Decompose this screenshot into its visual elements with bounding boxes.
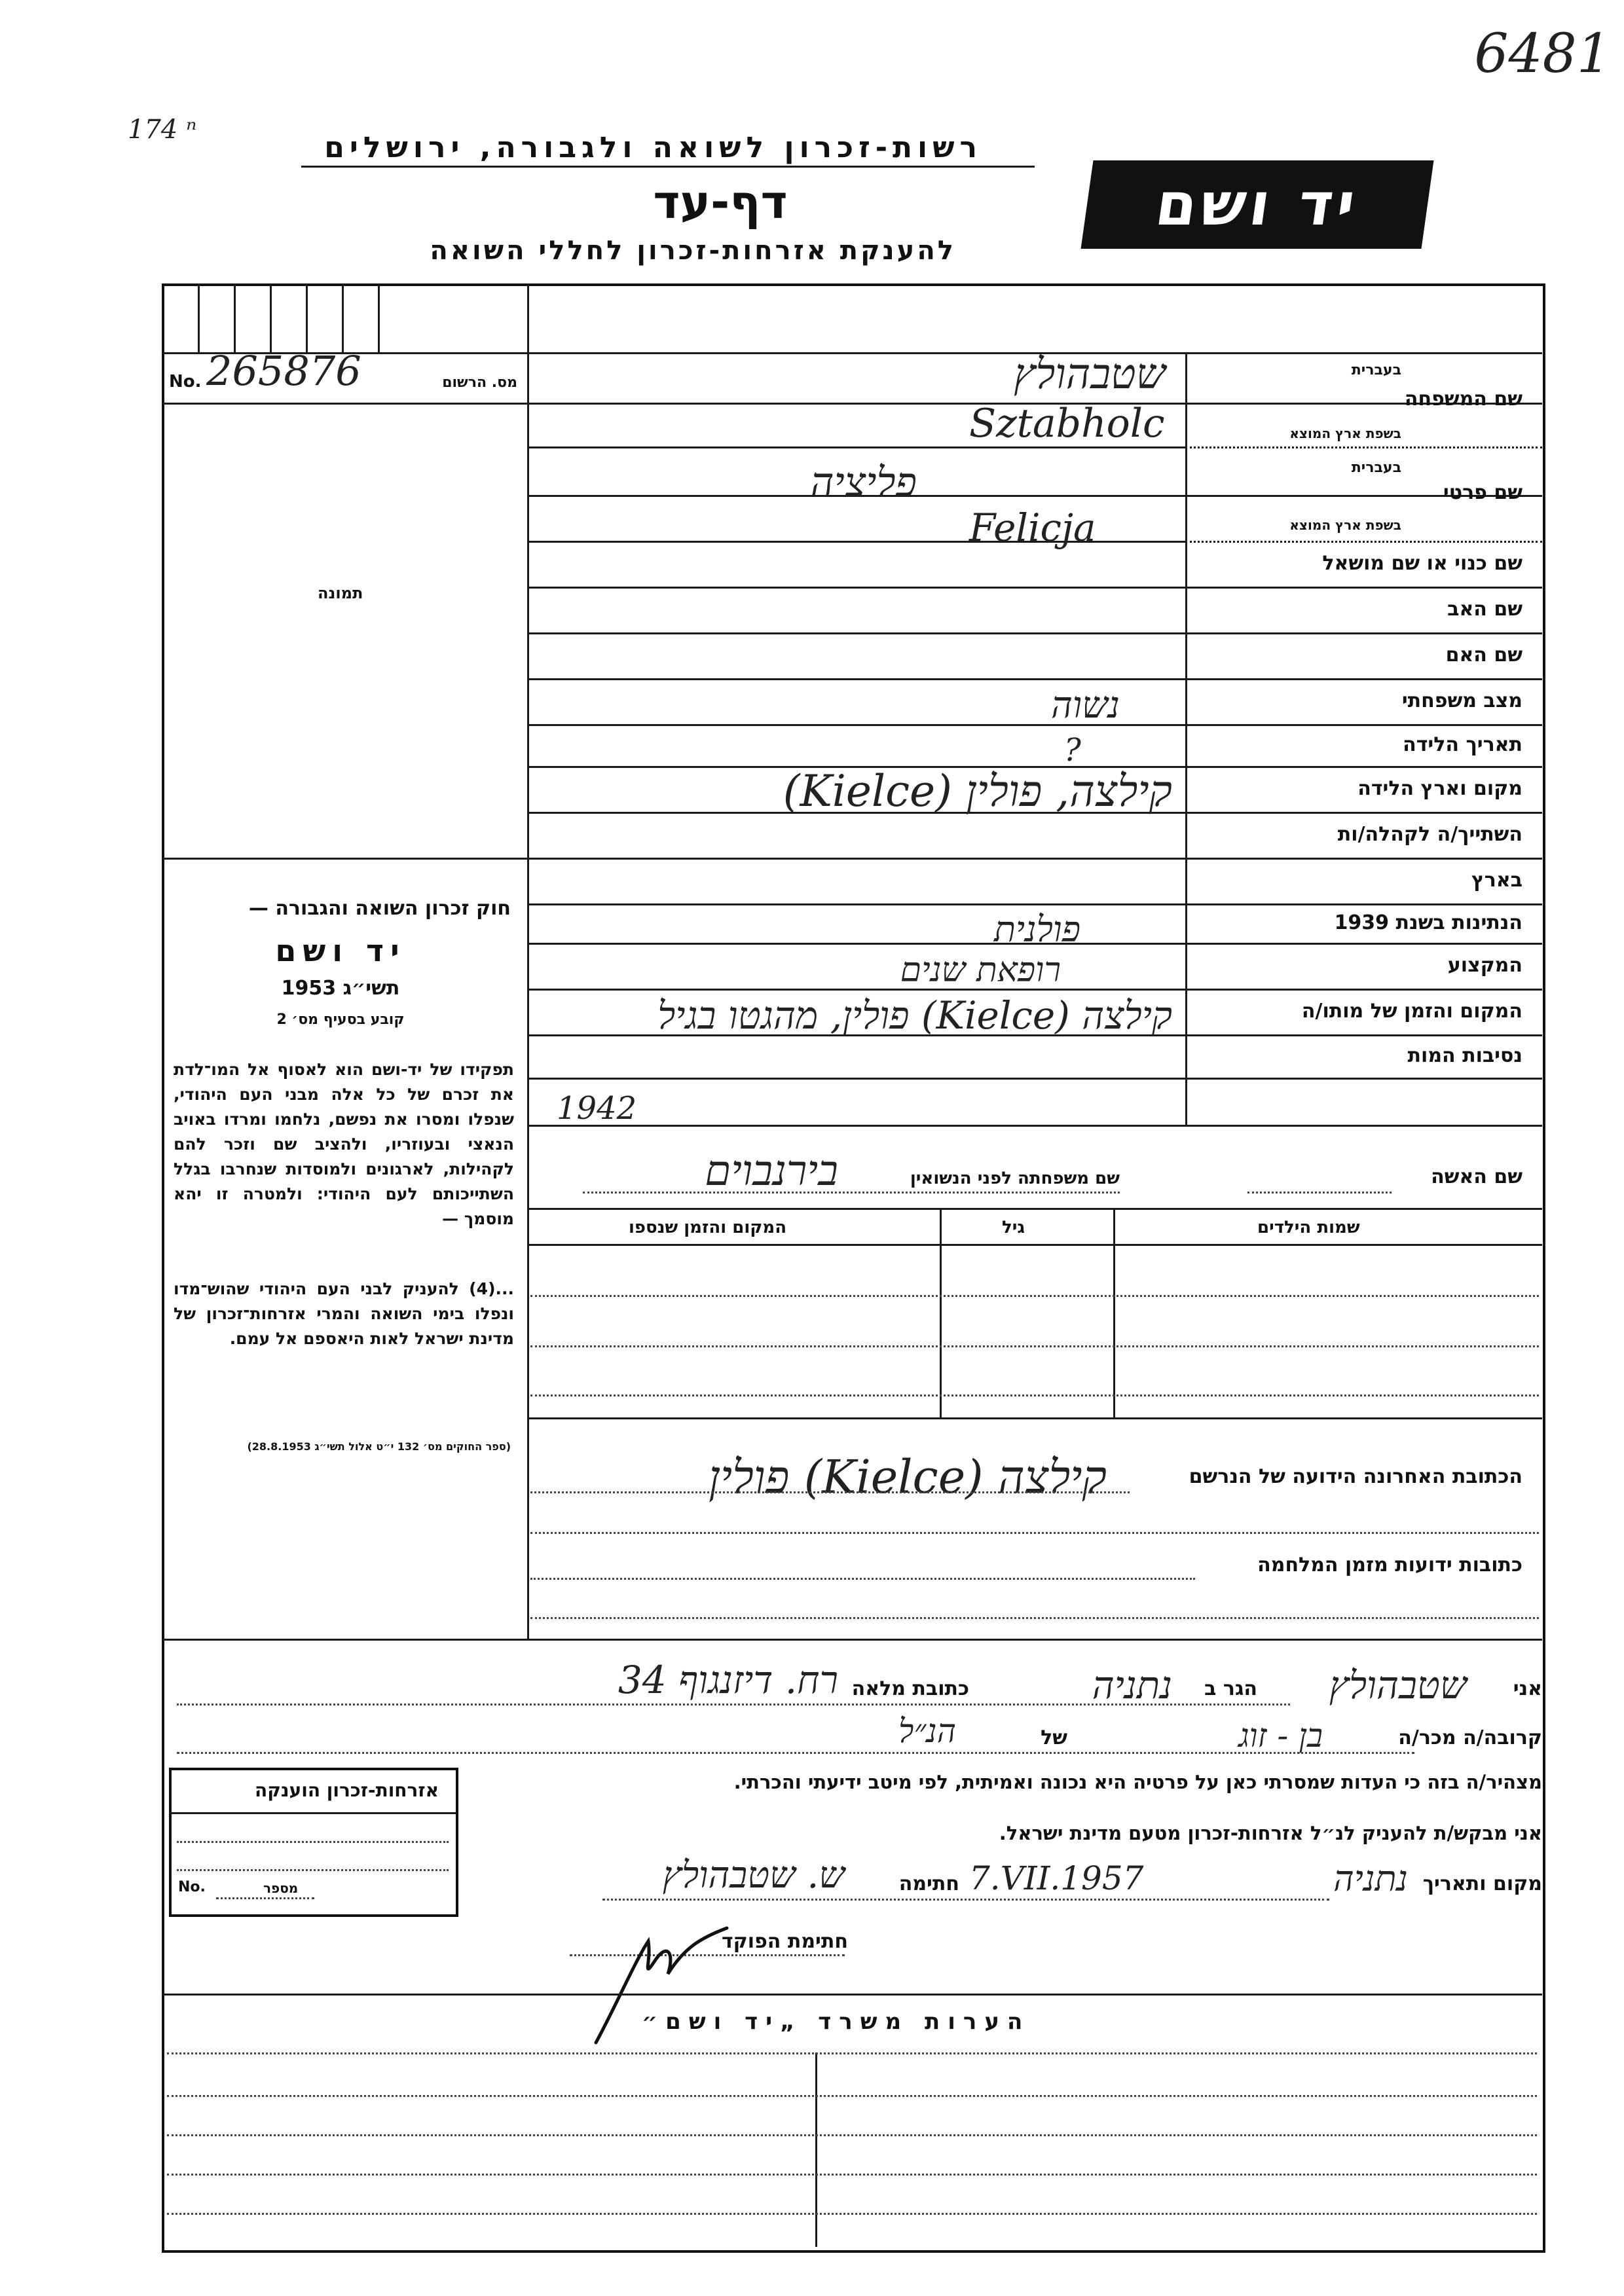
first-name-hebrew-value: פליציה: [810, 458, 917, 506]
family-name-hebrew-value: שטבהולץ: [1014, 350, 1166, 399]
of-label: של: [1041, 1726, 1067, 1749]
authority-underline: [301, 166, 1035, 168]
form-frame: [162, 283, 1545, 2253]
wife-name-label: שם האשה: [1431, 1165, 1522, 1188]
full-address-value: רח. דיזנגוף 34: [618, 1658, 838, 1702]
family-name-origin-value: Sztabholc: [969, 401, 1165, 446]
birth-date-label: תאריך הלידה: [1403, 733, 1522, 756]
family-name-origin-label: בשפת ארץ המוצא: [1289, 426, 1401, 441]
form-title: דף-עד: [653, 175, 788, 229]
death-place-value: קילצה (Kielce) פולין, מהגטו בגיל: [657, 993, 1172, 1038]
authority-name: רשות-זכרון לשואה ולגבורה, ירושלים: [324, 131, 982, 164]
birth-place-label: מקום וארץ הלידה: [1357, 777, 1522, 800]
relative-value: בן - זוג: [1238, 1717, 1323, 1755]
place-value: נתניה: [1333, 1858, 1408, 1899]
declarant-label: אני: [1513, 1677, 1542, 1700]
first-name-label: שם פרטי: [1443, 481, 1522, 504]
mother-name-label: שם האם: [1445, 644, 1522, 666]
children-header-place: המקום והזמן שנספו: [629, 1218, 787, 1237]
death-place-label: המקום והזמן של מותו/ה: [1301, 1000, 1522, 1023]
family-name-hebrew-label: בעברית: [1351, 362, 1401, 378]
marital-status-value: נשוה: [1051, 684, 1120, 727]
citizenship-no-prefix: No.: [178, 1879, 206, 1895]
corner-handwritten-number: 174 ⁿ: [128, 115, 197, 145]
declaration-statement: מצהיר/ה בזה כי העדות שמסרתי כאן על פרטיה היא נכונה ואמיתית, לפי מיטב ידיעתי והכרתי.: [733, 1771, 1542, 1793]
nickname-label: שם כנוי או שם מושאל: [1322, 552, 1522, 575]
form-subtitle: להענקת אזרחות-זכרון לחללי השואה: [430, 236, 956, 266]
registration-number: 265876: [206, 347, 361, 395]
place-date-label: מקום ותאריך: [1422, 1872, 1542, 1895]
birth-date-value: ?: [1064, 732, 1081, 769]
wartime-addresses-label: כתובות ידועות מזמן המלחמה: [1257, 1554, 1522, 1576]
resident-label: הגר ב: [1204, 1677, 1257, 1700]
profession-value: רופאת שנים: [900, 951, 1061, 990]
law-text: תפקידו של יד-ושם הוא לאסוף אל המו־לדת את זכרם של כל אלה מבני העם היהודי, שנפלו ומסרו את נפשם, נלחמו ומרדו באויב הנאצי ובעוזריו, ולהציב שם וזכר להם לקהילות, לארגונים ולמוסדות שנחרבו בגלל השתייכותם לעם היהודי: ולמטרה זו יהא מוסמך —: [174, 1060, 514, 1228]
signature-label: חתימה: [898, 1872, 959, 1895]
law-name: יד ושם: [275, 933, 406, 968]
first-name-origin-value: Felicja: [969, 505, 1096, 550]
profession-label: המקצוע: [1447, 954, 1522, 977]
relative-label: קרובה/ה מכר/ה: [1398, 1726, 1542, 1749]
label-column-divider: [1185, 352, 1187, 1125]
country-label: בארץ: [1471, 869, 1522, 892]
last-known-address-value: קילצה (Kielce) פולין: [708, 1450, 1107, 1504]
full-address-label: כתובת מלאה: [851, 1677, 969, 1700]
photo-label: תמונה: [318, 584, 363, 602]
children-header-names: שמות הילדים: [1257, 1218, 1360, 1237]
declaration-request: אני מבקש/ת להעניק לנ״ל אזרחות-זכרון מטעם מדינת ישראל.: [999, 1822, 1542, 1844]
law-reference: קובע בסעיף מס׳ 2: [276, 1011, 405, 1028]
law-year: תשי״ג 1953: [281, 977, 400, 1000]
citizenship-1939-label: הנתינות בשנת 1939: [1334, 911, 1522, 934]
wife-maiden-name-value: בירנבוים: [705, 1147, 838, 1195]
children-header-age: גיל: [1002, 1218, 1025, 1237]
declarant-name-value: שטבהולץ: [1329, 1663, 1467, 1707]
left-column-divider: [527, 283, 529, 1639]
community-label: השתייך/ה לקהלה/ות: [1337, 823, 1522, 846]
registration-label: מס. הרשום: [442, 374, 517, 391]
logo-text: יד ושם: [1151, 170, 1363, 239]
marital-status-label: מצב משפחתי: [1401, 689, 1522, 712]
family-name-label: שם המשפחה: [1404, 388, 1522, 410]
archive-number: 6481: [1474, 23, 1611, 85]
wife-maiden-name-label: שם משפחתה לפני הנשואין: [910, 1169, 1120, 1188]
of-value: הנ״ל: [898, 1712, 956, 1750]
top-strip-bottom: [162, 352, 1542, 354]
registration-no-prefix: No.: [169, 372, 202, 392]
birth-place-value: קילצה, פולין (Kielce): [783, 766, 1172, 816]
first-name-origin-label: בשפת ארץ המוצא: [1289, 517, 1401, 533]
citizenship-1939-value: פולנית: [993, 909, 1080, 950]
first-name-hebrew-label: בעברית: [1351, 460, 1401, 476]
law-clause: ...(4) להעניק לבני העם היהודי שהוש־מדו ונפלו בימי השואה והמרי אזרחות־זכרון של מדינת ישראל לאות היאספם אל עמם.: [174, 1279, 514, 1348]
last-known-address-label: הכתובת האחרונה הידועה של הנרשם: [1189, 1465, 1522, 1488]
citizenship-number-label: מספר: [263, 1880, 299, 1896]
resident-city-value: נתניה: [1092, 1663, 1172, 1707]
notes-title: הערות משרד „יד ושם״: [642, 2009, 1031, 2035]
citizenship-granted-title: אזרחות-זכרון הוענקה: [255, 1779, 439, 1801]
death-year-value: 1942: [557, 1090, 637, 1127]
yad-vashem-logo: [1081, 160, 1434, 249]
law-title: חוק זכרון השואה והגבורה —: [248, 897, 511, 920]
signature-value: ש. שטבהולץ: [662, 1854, 845, 1897]
father-name-label: שם האב: [1447, 598, 1522, 621]
date-value: 7.VII.1957: [969, 1859, 1144, 1897]
officer-signature-label: חתימת הפוקד: [722, 1930, 848, 1953]
law-source: (ספר החוקים מס׳ 132 י״ט אלול תשי״ג 28.8.1953): [247, 1440, 511, 1453]
death-cause-label: נסיבות המות: [1407, 1044, 1522, 1067]
